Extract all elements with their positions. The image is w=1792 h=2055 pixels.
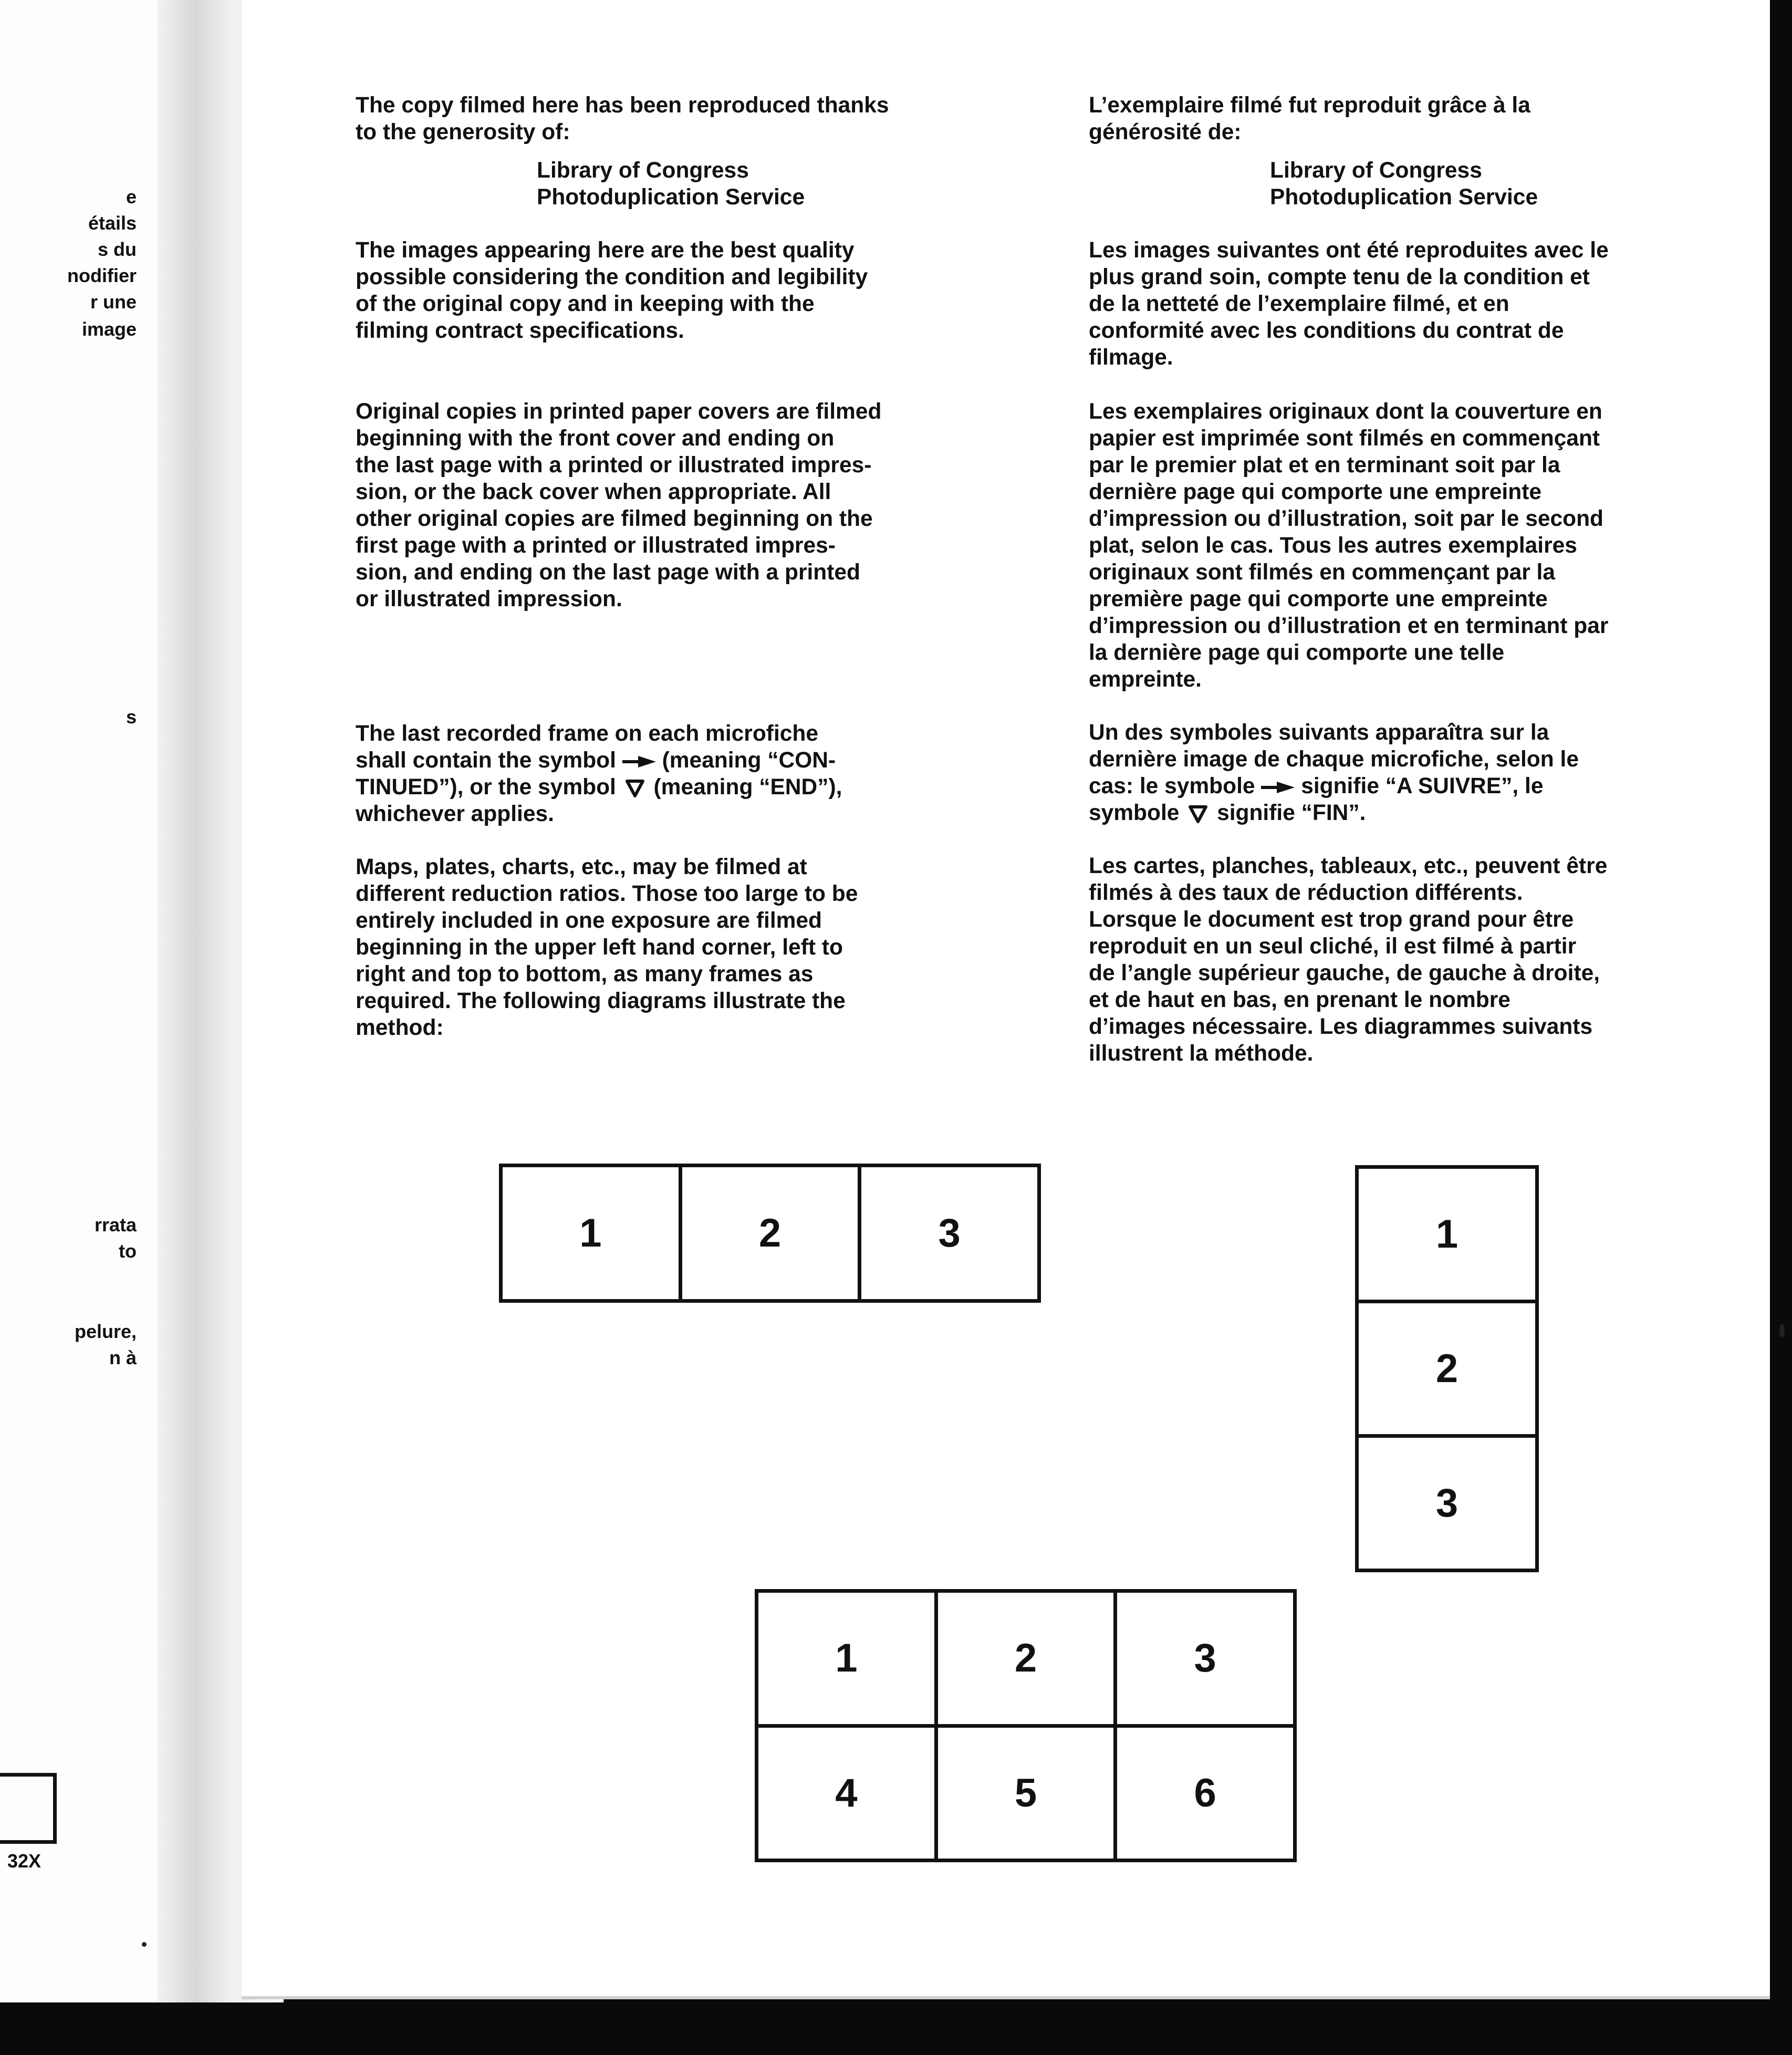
english-column (356, 92, 970, 1041)
strip-text-line: n à (109, 1347, 137, 1368)
dust-speck (142, 1942, 147, 1947)
quality-paragraph: The images appearing here are the best quality possible considering the condition and legibility of the original copy and in keeping with the filming contract specifications. (356, 238, 868, 343)
diagram-horizontal-frames (499, 1164, 1041, 1303)
frame-cell: 3 (860, 1166, 1039, 1301)
dust-speck (1779, 1324, 1785, 1337)
department-name: Photoduplication Service (1270, 185, 1538, 210)
frame-cell: 5 (936, 1726, 1116, 1861)
quality-paragraph: Les images suivantes ont été reproduites avec le plus grand soin, compte tenu de la condition et de la netteté de l’exemplaire filmé, et en conformité avec les conditions du contrat de filmage. (1089, 238, 1609, 370)
frame-cell: 3 (1357, 1436, 1537, 1571)
filming-order-paragraph: Original copies in printed paper covers are filmed beginning with the front cover and ending on the last page with a printed or illustrated impres- sion, or the back cover when appropriate. All other original copies are filmed beginning on the first page with a printed or illustrated impres- sion, and ending on the last page with a printed or illustrated impression. (356, 399, 882, 611)
adjacent-page-strip (0, 0, 173, 2002)
diagram-vertical-frames (1355, 1165, 1539, 1572)
institution-name: Library of Congress (1270, 158, 1482, 183)
department-name: Photoduplication Service (537, 185, 805, 210)
frame-cell: 3 (1116, 1591, 1295, 1726)
symbols-paragraph: The last recorded frame on each microfiche shall contain the symbol (meaning “CON- TINUED”), or the symbol (meaning “END”), whichever applies. (356, 721, 842, 826)
frame-cell: 6 (1116, 1726, 1295, 1861)
institution-block (1089, 157, 1703, 211)
strip-text-line: rrata (94, 1214, 137, 1236)
strip-text-line: to (119, 1240, 137, 1262)
frame-cell: 1 (1357, 1167, 1537, 1302)
arrow-icon (622, 755, 656, 769)
strip-text-line: e (126, 186, 137, 207)
institution-block (356, 157, 970, 211)
reduction-label: 32X (7, 1850, 41, 1872)
strip-text-line: nodifier (67, 265, 137, 286)
maps-paragraph: Maps, plates, charts, etc., may be filmed at different reduction ratios. Those too large to be entirely included in one exposure are filmed beginning in the upper left hand corner, left to right and top to bottom, as many frames as required. The following diagrams illustrate the method: (356, 855, 858, 1040)
frame-cell: 1 (757, 1591, 936, 1726)
acknowledgement-paragraph: The copy filmed here has been reproduced thanks to the generosity of: (356, 93, 889, 144)
frame-cell: 2 (936, 1591, 1116, 1726)
triangle-down-icon (1189, 805, 1207, 823)
french-column (1089, 92, 1703, 1067)
strip-text-line: s (126, 706, 137, 728)
filming-order-paragraph: Les exemplaires originaux dont la couverture en papier est imprimée sont filmés en commençant par le premier plat et en terminant soit par la dernière page qui comporte une empreinte d’impression ou d’illustration, soit par le second plat, selon le cas. Tous les autres exemplaires originaux sont filmés en commençant par la première page qui comporte une empreinte d’impression ou d’illustration et en terminant par la dernière page qui comporte une telle empreinte. (1089, 399, 1609, 692)
symbols-paragraph: Un des symboles suivants apparaîtra sur la dernière image de chaque microfiche, selon le cas: le symbole signifie “A SUIVRE”, le symbole signifie “FIN”. (1089, 720, 1579, 825)
frame-cell: 4 (757, 1726, 936, 1861)
institution-name: Library of Congress (537, 158, 749, 183)
frame-cell: 2 (1357, 1302, 1537, 1436)
strip-text-line: r une (90, 291, 137, 313)
maps-paragraph: Les cartes, planches, tableaux, etc., peuvent être filmés à des taux de réduction différents. Lorsque le document est trop grand pour être reproduit en un seul cliché, il est filmé à partir de l’angle supérieur gauche, de gauche à droite, et de haut en bas, en prenant le nombre d’images nécessaire. Les diagrammes suivants illustrent la méthode. (1089, 854, 1608, 1066)
acknowledgement-paragraph: L’exemplaire filmé fut reproduit grâce à la générosité de: (1089, 93, 1530, 144)
arrow-icon (1261, 781, 1295, 794)
strip-text-line: étails (88, 212, 137, 234)
resolution-target-box (0, 1773, 57, 1844)
strip-text-line: image (81, 318, 137, 340)
frame-cell: 1 (501, 1166, 681, 1301)
strip-text-line: pelure, (74, 1321, 137, 1342)
frame-cell: 2 (680, 1166, 860, 1301)
diagram-grid-frames (755, 1589, 1297, 1862)
triangle-down-icon (626, 780, 644, 797)
strip-text-line: s du (97, 238, 137, 260)
